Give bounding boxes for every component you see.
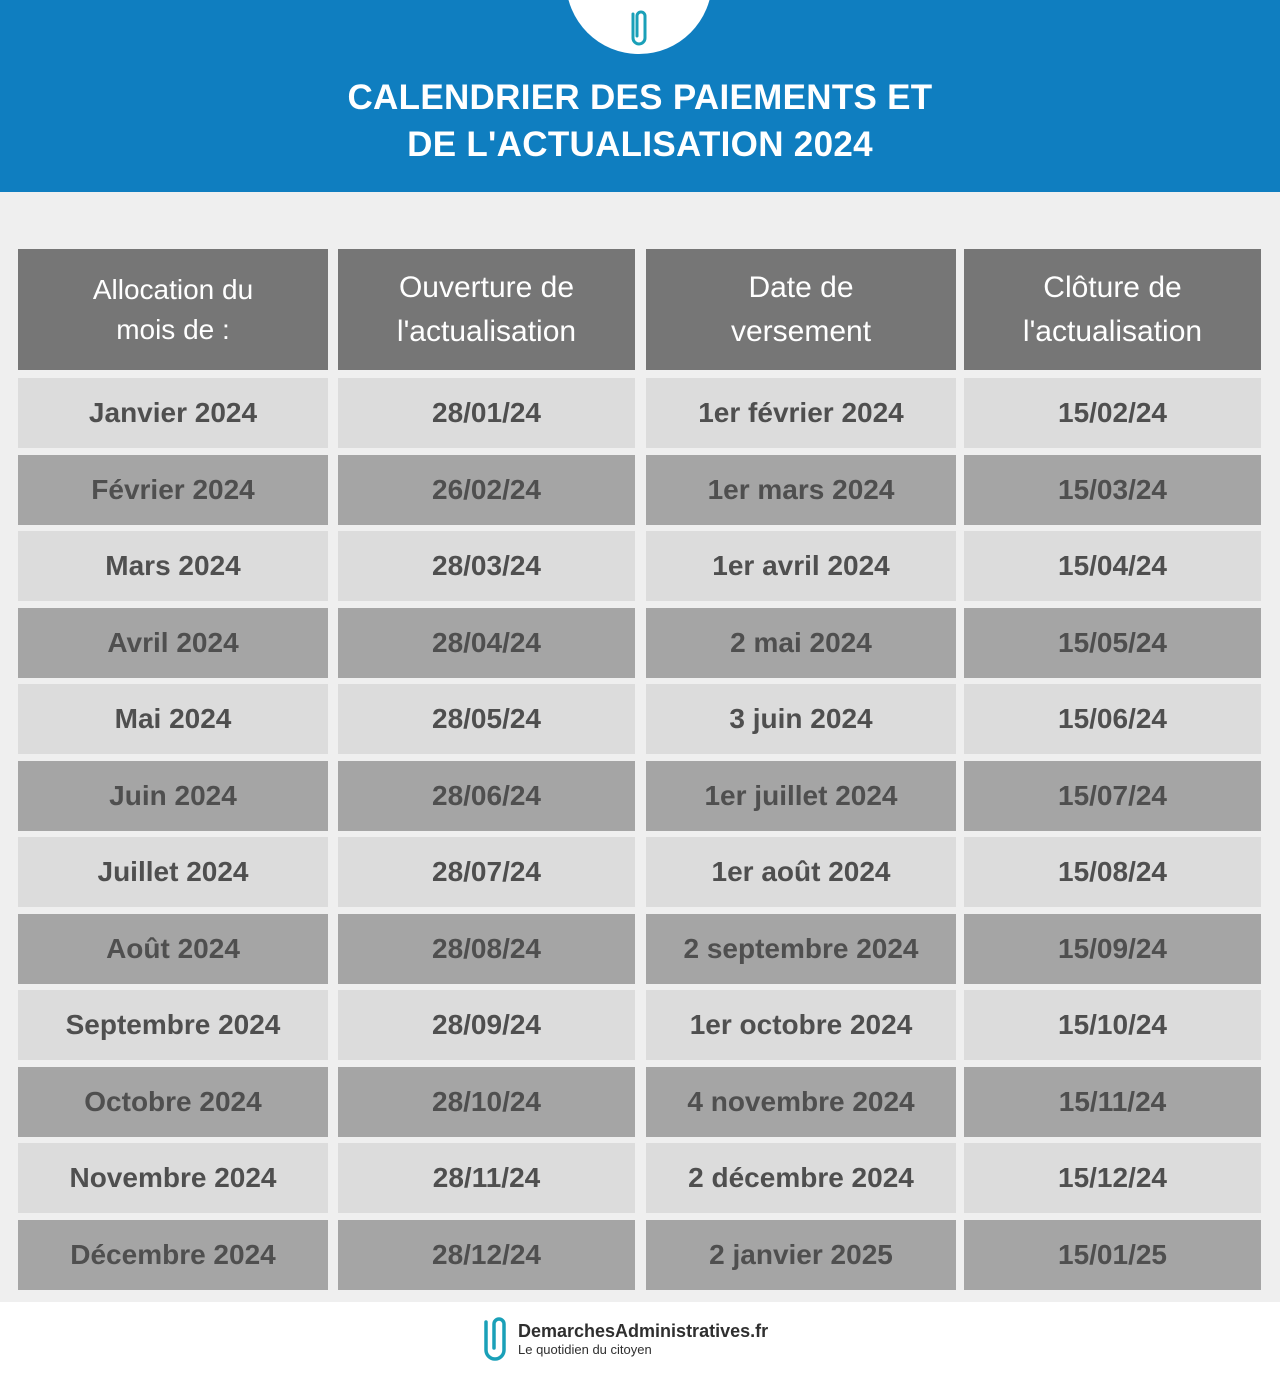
title-line-1: CALENDRIER DES PAIEMENTS ET [347, 78, 933, 117]
cell-payment-date: 1er avril 2024 [646, 531, 956, 601]
header-text-line: mois de : [116, 313, 230, 345]
cell-actualisation-opening: 26/02/24 [338, 455, 635, 525]
cell-allocation-month: Janvier 2024 [18, 378, 328, 448]
header-payment-date [646, 249, 956, 370]
cell-payment-date: 1er août 2024 [646, 837, 956, 907]
cell-actualisation-opening: 28/09/24 [338, 990, 635, 1060]
cell-payment-date: 1er juillet 2024 [646, 761, 956, 831]
cell-actualisation-opening: 28/05/24 [338, 684, 635, 754]
cell-allocation-month: Décembre 2024 [18, 1220, 328, 1290]
title-line-2: DE L'ACTUALISATION 2024 [407, 125, 873, 164]
cell-actualisation-opening: 28/12/24 [338, 1220, 635, 1290]
brand-logo[interactable] [478, 1316, 768, 1362]
brand-tagline: Le quotidien du citoyen [518, 1342, 652, 1357]
cell-allocation-month: Juillet 2024 [18, 837, 328, 907]
cell-actualisation-closing: 15/11/24 [964, 1067, 1261, 1137]
cell-payment-date: 1er février 2024 [646, 378, 956, 448]
cell-actualisation-opening: 28/10/24 [338, 1067, 635, 1137]
cell-allocation-month: Mai 2024 [18, 684, 328, 754]
header-text-line: l'actualisation [396, 314, 577, 348]
brand-name: DemarchesAdministratives.fr [518, 1321, 769, 1341]
cell-actualisation-opening: 28/01/24 [338, 378, 635, 448]
cell-payment-date: 3 juin 2024 [646, 684, 956, 754]
cell-allocation-month: Février 2024 [18, 455, 328, 525]
cell-allocation-month: Mars 2024 [18, 531, 328, 601]
cell-actualisation-closing: 15/05/24 [964, 608, 1261, 678]
cell-payment-date: 1er mars 2024 [646, 455, 956, 525]
header-text-line: Clôture de [1043, 270, 1182, 304]
header-text-line: versement [730, 314, 872, 348]
cell-actualisation-closing: 15/07/24 [964, 761, 1261, 831]
cell-actualisation-closing: 15/12/24 [964, 1143, 1261, 1213]
header-actualisation-closing [964, 249, 1261, 370]
cell-payment-date: 2 janvier 2025 [646, 1220, 956, 1290]
cell-payment-date: 1er octobre 2024 [646, 990, 956, 1060]
cell-allocation-month: Août 2024 [18, 914, 328, 984]
cell-actualisation-opening: 28/03/24 [338, 531, 635, 601]
cell-actualisation-closing: 15/02/24 [964, 378, 1261, 448]
cell-allocation-month: Novembre 2024 [18, 1143, 328, 1213]
cell-payment-date: 2 mai 2024 [646, 608, 956, 678]
cell-actualisation-opening: 28/04/24 [338, 608, 635, 678]
header-text-line: l'actualisation [1022, 314, 1203, 348]
header-banner [0, 0, 1280, 192]
cell-allocation-month: Octobre 2024 [18, 1067, 328, 1137]
cell-allocation-month: Septembre 2024 [18, 990, 328, 1060]
header-text-line: Allocation du [92, 273, 254, 305]
cell-allocation-month: Avril 2024 [18, 608, 328, 678]
cell-actualisation-opening: 28/11/24 [338, 1143, 635, 1213]
cell-actualisation-closing: 15/10/24 [964, 990, 1261, 1060]
cell-actualisation-closing: 15/01/25 [964, 1220, 1261, 1290]
cell-payment-date: 2 septembre 2024 [646, 914, 956, 984]
page-title [0, 74, 1280, 168]
header-actualisation-opening [338, 249, 635, 370]
header-allocation-month [18, 249, 328, 370]
cell-actualisation-closing: 15/08/24 [964, 837, 1261, 907]
cell-actualisation-closing: 15/09/24 [964, 914, 1261, 984]
logo-badge [566, 0, 712, 54]
header-text-line: Ouverture de [398, 270, 575, 304]
cell-actualisation-closing: 15/03/24 [964, 455, 1261, 525]
cell-actualisation-opening: 28/08/24 [338, 914, 635, 984]
cell-payment-date: 4 novembre 2024 [646, 1067, 956, 1137]
cell-payment-date: 2 décembre 2024 [646, 1143, 956, 1213]
cell-actualisation-opening: 28/06/24 [338, 761, 635, 831]
cell-actualisation-opening: 28/07/24 [338, 837, 635, 907]
header-text-line: Date de [748, 270, 854, 304]
paperclip-icon [624, 8, 654, 48]
cell-actualisation-closing: 15/06/24 [964, 684, 1261, 754]
cell-allocation-month: Juin 2024 [18, 761, 328, 831]
paperclip-icon [478, 1316, 512, 1362]
cell-actualisation-closing: 15/04/24 [964, 531, 1261, 601]
